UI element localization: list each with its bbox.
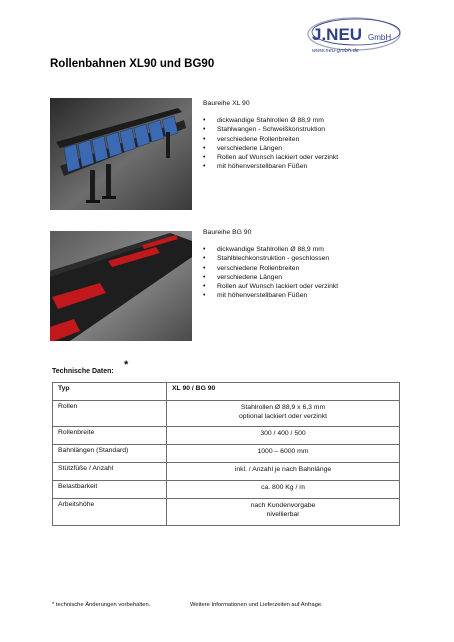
table-row	[53, 481, 400, 499]
row-value	[167, 463, 400, 481]
row-value	[167, 481, 400, 499]
feature-item: • Rollen auf Wunsch lackiert oder verzinkt	[203, 282, 338, 291]
footnote-star: *	[124, 359, 129, 371]
series-bg90	[203, 229, 338, 301]
table-header-row	[53, 383, 400, 401]
tech-data-heading: Technische Daten:	[52, 368, 114, 375]
row-label: Rollenbreite	[53, 427, 167, 445]
product-image-bg90	[50, 231, 192, 341]
logo-url: www.neu-gmbh.de	[312, 48, 360, 54]
value-line: nach Kundenvorgabe	[250, 502, 316, 509]
row-label: Belastbarkeit	[53, 481, 167, 499]
row-value	[167, 445, 400, 463]
svg-text:J.NEU: J.NEU	[312, 25, 363, 44]
row-label: Arbeitshöhe	[53, 499, 167, 526]
value-line: 1000 – 6000 mm	[257, 448, 309, 455]
feature-item: • verschiedene Längen	[203, 273, 338, 282]
table-header-cell: Typ	[53, 383, 167, 401]
feature-item: • Stahlwangen - Schweißkonstruktion	[203, 125, 338, 134]
value-line: 300 / 400 / 500	[260, 430, 306, 437]
feature-item: • verschiedene Längen	[203, 144, 338, 153]
series-title: Baureihe BG 90	[203, 229, 252, 236]
feature-item: • verschiedene Rollenbreiten	[203, 135, 338, 144]
value-line: ca. 800 Kg / m	[261, 484, 305, 491]
feature-item: • mit höhenverstellbaren Füßen	[203, 162, 338, 171]
row-label: Rollen	[53, 401, 167, 427]
feature-item: • Rollen auf Wunsch lackiert oder verzinkt	[203, 153, 338, 162]
series-title: Baureihe XL 90	[203, 100, 250, 107]
footnote-changes: * technische Änderungen vorbehalten.	[52, 602, 151, 608]
feature-item: • Stahlblechkonstruktion - geschlossen	[203, 254, 338, 263]
row-label: Bahnlängen (Standard)	[53, 445, 167, 463]
value-line: optional lackiert oder verzinkt	[238, 413, 328, 420]
table-row	[53, 463, 400, 481]
value-line: nivellierbar	[266, 511, 300, 518]
feature-item: • verschiedene Rollenbreiten	[203, 264, 338, 273]
feature-item: • dickwandige Stahlrollen Ø 88,9 mm	[203, 245, 338, 254]
spec-table	[52, 382, 400, 526]
footnote-info: Weitere Informationen und Lieferzeiten auf Anfrage.	[190, 602, 323, 608]
row-value	[167, 401, 400, 427]
series-xl90	[203, 100, 338, 172]
feature-item: • dickwandige Stahlrollen Ø 88,9 mm	[203, 116, 338, 125]
feature-item: • mit höhenverstellbaren Füßen	[203, 291, 338, 300]
table-header-cell: XL 90 / BG 90	[167, 383, 400, 401]
page-title: Rollenbahnen XL90 und BG90	[50, 58, 215, 70]
row-value	[167, 427, 400, 445]
table-row	[53, 401, 400, 427]
row-label: Stützfüße / Anzahl	[53, 463, 167, 481]
feature-list	[203, 116, 338, 172]
row-value	[167, 499, 400, 526]
product-image-xl90	[50, 98, 192, 210]
value-line: inkl. / Anzahl je nach Bahnlänge	[234, 466, 332, 473]
table-row	[53, 445, 400, 463]
company-logo	[304, 14, 402, 62]
svg-text:GmbH: GmbH	[368, 33, 392, 42]
table-row	[53, 427, 400, 445]
table-row	[53, 499, 400, 526]
value-line: Stahlrollen Ø 88,9 x 6,3 mm	[240, 404, 326, 411]
feature-list	[203, 245, 338, 301]
